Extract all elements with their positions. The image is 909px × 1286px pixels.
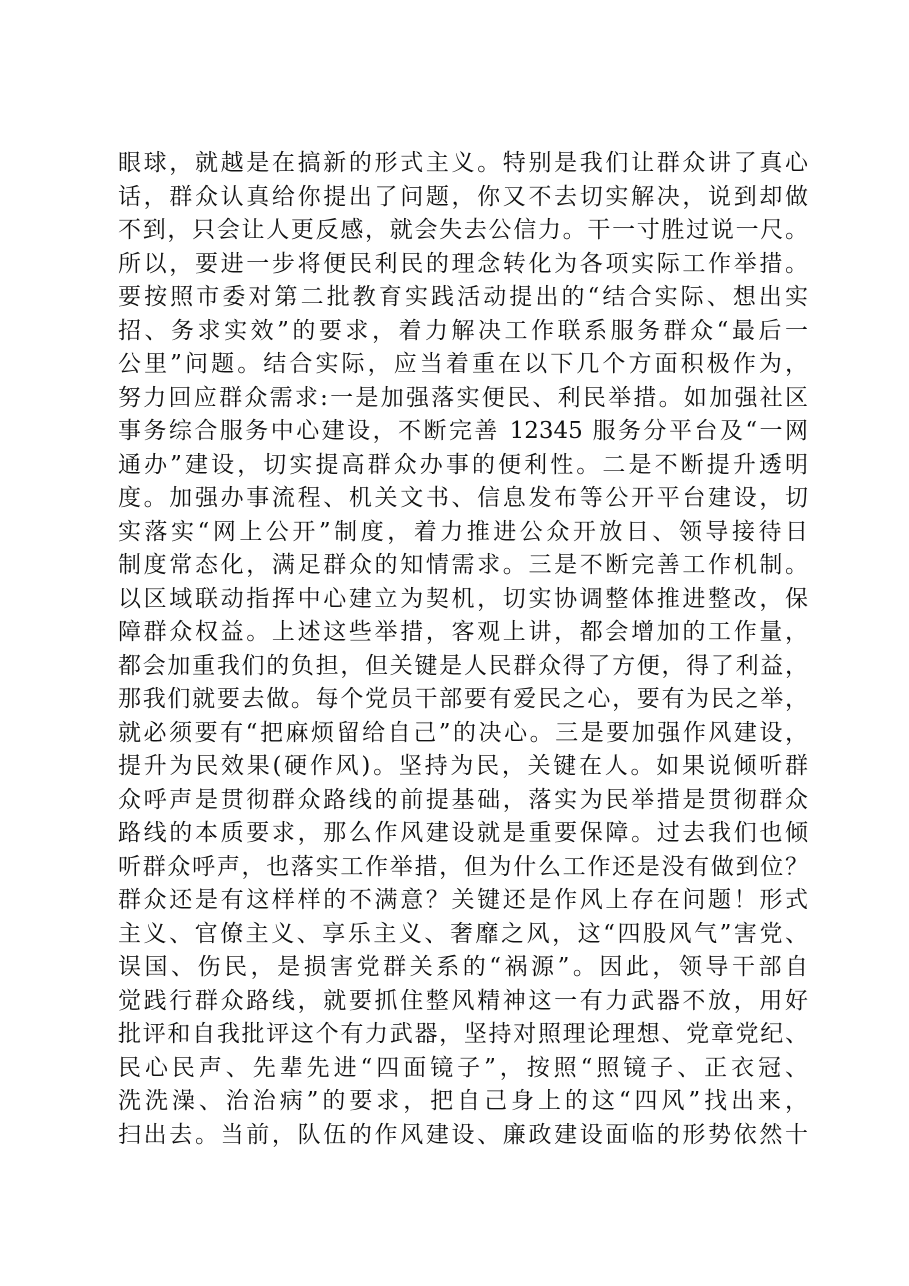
text-line: 觉践行群众路线，就要抓住整风精神这一有力武器不放，用好 [118, 987, 808, 1014]
text-line: 制度常态化，满足群众的知情需求。三是不断完善工作机制。 [118, 552, 808, 578]
text-line: 批评和自我批评这个有力武器，坚持对照理论理想、党章党纪、 [118, 1021, 808, 1047]
text-line: 民心民声、先辈先进“四面镜子”，按照“照镜子、正衣冠、 [118, 1054, 808, 1081]
text-line: 眼球，就越是在搞新的形式主义。特别是我们让群众讲了真心 [118, 150, 808, 176]
text-line: 那我们就要去做。每个党员干部要有爱民之心，要有为民之举， [118, 686, 808, 712]
text-line: 群众还是有这样样的不满意？关键还是作风上存在问题！形式 [118, 887, 808, 913]
text-line: 公里”问题。结合实际，应当着重在以下几个方面积极作为， [118, 351, 808, 377]
text-line: 度。加强办事流程、机关文书、信息发布等公开平台建设，切 [118, 485, 808, 511]
text-line: 实落实“网上公开”制度，着力推进公众开放日、领导接待日 [118, 518, 808, 545]
text-line: 不到，只会让人更反感，就会失去公信力。干一寸胜过说一尺。 [118, 217, 808, 243]
body-paragraph [118, 147, 808, 1152]
text-line: 都会加重我们的负担，但关键是人民群众得了方便，得了利益， [118, 652, 808, 679]
text-line: 提升为民效果(硬作风)。坚持为民，关键在人。如果说倾听群 [118, 753, 808, 779]
text-line: 招、务求实效”的要求，着力解决工作联系服务群众“最后一 [118, 317, 808, 344]
text-line: 所以，要进一步将便民利民的理念转化为各项实际工作举措。 [118, 250, 808, 277]
text-line: 要按照市委对第二批教育实践活动提出的“结合实际、想出实 [118, 284, 808, 310]
text-line: 路线的本质要求，那么作风建设就是重要保障。过去我们也倾 [118, 820, 808, 846]
text-line: 主义、官僚主义、享乐主义、奢靡之风，这“四股风气”害党、 [118, 920, 808, 947]
text-line: 障群众权益。上述这些举措，客观上讲，都会增加的工作量， [118, 619, 808, 645]
text-line: 事务综合服务中心建设，不断完善 12345 服务分平台及“一网 [118, 418, 808, 444]
text-line: 洗洗澡、治治病”的要求，把自己身上的这“四风”找出来， [118, 1088, 808, 1114]
text-line: 话，群众认真给你提出了问题，你又不去切实解决，说到却做 [118, 183, 808, 210]
text-line: 误国、伤民，是损害党群关系的“祸源”。因此，领导干部自 [118, 954, 808, 980]
text-line: 扫出去。当前，队伍的作风建设、廉政建设面临的形势依然十 [118, 1121, 808, 1148]
text-line: 努力回应群众需求:一是加强落实便民、利民举措。如加强社区 [118, 384, 808, 411]
text-line: 听群众呼声，也落实工作举措，但为什么工作还是没有做到位？ [118, 853, 808, 880]
text-line: 就必须要有“把麻烦留给自己”的决心。三是要加强作风建设， [118, 719, 808, 746]
text-line: 以区域联动指挥中心建立为契机，切实协调整体推进整改，保 [118, 585, 808, 612]
text-line: 众呼声是贯彻群众路线的前提基础，落实为民举措是贯彻群众 [118, 786, 808, 813]
text-line: 通办”建设，切实提高群众办事的便利性。二是不断提升透明 [118, 451, 808, 478]
